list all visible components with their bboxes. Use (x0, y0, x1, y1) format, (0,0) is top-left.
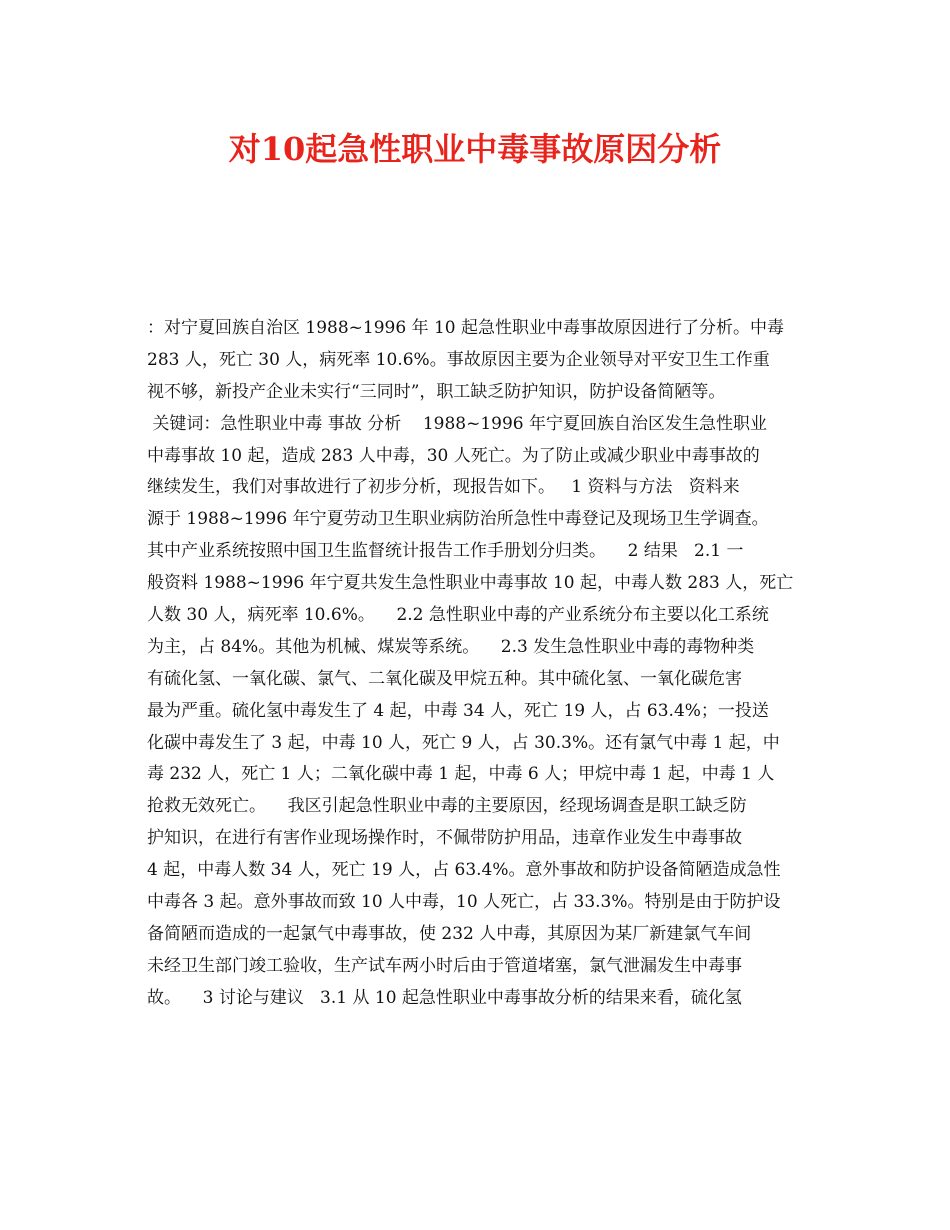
body-line: 其中产业系统按照中国卫生监督统计报告工作手册划分归类。 2 结果 2.1 一 (147, 541, 744, 562)
body-line: 有硫化氢、一氧化碳、氯气、二氧化碳及甲烷五种。其中硫化氢、一氧化碳危害 (147, 668, 742, 689)
body-line: 毒 232 人，死亡 1 人；二氧化碳中毒 1 起，中毒 6 人；甲烷中毒 1 起，中毒 1 人 (147, 764, 775, 785)
body-line: 源于 1988~1996 年宁夏劳动卫生职业病防治所急性中毒登记及现场卫生学调查。 (147, 509, 769, 530)
body-line: 中毒事故 10 起，造成 283 人中毒，30 人死亡。为了防止或减少职业中毒事故的 (147, 445, 760, 466)
body-line: 未经卫生部门竣工验收，生产试车两小时后由于管道堵塞，氯气泄漏发生中毒事 (147, 955, 742, 976)
body-line: 继续发生，我们对事故进行了初步分析，现报告如下。 1 资料与方法 资料来 (147, 477, 740, 498)
body-line: 故。 3 讨论与建议 3.1 从 10 起急性职业中毒事故分析的结果来看，硫化氢 (147, 987, 742, 1008)
body-line: 备简陋而造成的一起氯气中毒事故，使 232 人中毒，其原因为某厂新建氯气车间 (147, 923, 752, 944)
body-line: 中毒各 3 起。意外事故而致 10 人中毒，10 人死亡，占 33.3%。特别是由于防护设 (147, 892, 781, 913)
body-line: 4 起，中毒人数 34 人，死亡 19 人，占 63.4%。意外事故和防护设备简陋造成急性 (147, 860, 781, 881)
body-line: ：对宁夏回族自治区 1988~1996 年 10 起急性职业中毒事故原因进行了分析。中毒 (147, 318, 785, 338)
body-line: 为主，占 84%。其他为机械、煤炭等系统。 2.3 发生急性职业中毒的毒物种类 (147, 636, 755, 657)
body-line: 护知识，在进行有害作业现场操作时，不佩带防护用品，违章作业发生中毒事故 (147, 828, 742, 849)
document-body (147, 313, 807, 1015)
body-line: 人数 30 人，病死率 10.6%。 2.2 急性职业中毒的产业系统分布主要以化工系统 (147, 605, 769, 626)
body-line: 283 人，死亡 30 人，病死率 10.6%。事故原因主要为企业领导对平安卫生工作重 (147, 349, 770, 370)
body-line: 抢救无效死亡。 我区引起急性职业中毒的主要原因，经现场调查是职工缺乏防 (147, 796, 747, 817)
body-line: 化碳中毒发生了 3 起，中毒 10 人，死亡 9 人，占 30.3%。还有氯气中毒 1 起，中 (147, 732, 780, 753)
body-line: 视不够，新投产企业未实行“三同时”，职工缺乏防护知识，防护设备简陋等。 (147, 381, 726, 402)
body-line: 最为严重。硫化氢中毒发生了 4 起，中毒 34 人，死亡 19 人，占 63.4%；一投送 (147, 700, 769, 721)
document-title: 对10起急性职业中毒事故原因分析 (228, 130, 722, 168)
body-line: 关键词：急性职业中毒 事故 分析 1988~1996 年宁夏回族自治区发生急性职业 (147, 413, 768, 434)
body-line: 般资料 1988~1996 年宁夏共发生急性职业中毒事故 10 起，中毒人数 283 人，死亡 (147, 573, 794, 594)
